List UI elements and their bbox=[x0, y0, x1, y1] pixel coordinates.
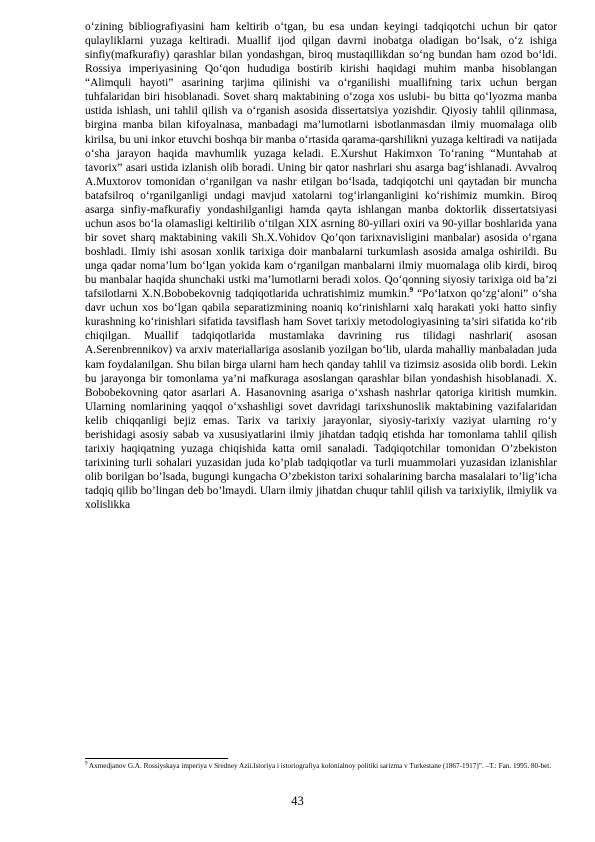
body-text-part-2: “Po‘latxon qo‘zg‘aloni” o‘sha davr uchun xos bo‘lgan qabila separatizmining noaniq ko‘rinishlarni xalq harakati yoki hatto sinfiy kurashning ko‘rinishlari sifatida tavsiflash ham Sovet tarixiy metodologiyasining ta’siri sifatida ko‘rib chiqilgan. Muallif tadqiqotlarida mustamlaka davrining rus tilidagi nashrlari( asosan A.Serenbrennikov) va arxiv materiallariga asoslanib yozilgan bo‘lib, ularda mahalliy manbaladan juda kam foydalanilgan. Shu bilan birga ularni ham hech qanday tahlil va tizimsiz asosida olib bordi. Lekin bu jarayonga bir tomonlama ya’ni mafkuraga asoslangan qarashlar bilan yondashish hisoblanadi. X. Bobobekovning qator asarlari A. Hasanovning asariga o‘xshash nashrlar qatoriga kiritish mumkin. Ularning nomlarining yaqqol o‘xshashligi sovet davridagi tarixshunoslik maktabining vazifalaridan kelib chiqqanligi bejiz emas. Tarix va tarixiy jarayonlar, siyosiy-tarixiy vaziyat ularning ro‘y berishidagi asosiy sabab va xususiyatlarini ilmiy jihatdan tadqiq etishda har tomonlama tahlil qilish tarixiy haqiqatning yuzaga chiqishida katta omil sanaladi. Tadqiqotchilar tomonidan O’zbekiston tarixining turli sohalari yuzasidan juda ko’plab tadqiqotlar va turli muammolari yuzasidan izlanishlar olib borilgan bo’lsada, bugungi kungacha O’zbekiston tarixi sohalarining barcha masalalari to’lig’icha tadqiq qilib bo’lingan deb bo’lmaydi. Ularn ilmiy jihatdan chuqur tahlil qilish va tarixiylik, ilmiylik va xolislikka bbox=[85, 288, 557, 512]
footnote-text: Axmedjanov G.A. Rossiyskaya imperiya v Sredney Azii.Istoriya i istoriografiya kolonialnoy politiki sarizma v Turkestane (1867-1917)”. –T.: Fan. 1995. 80-bet. bbox=[87, 762, 552, 770]
body-paragraph bbox=[85, 20, 557, 512]
footnote-divider bbox=[85, 758, 228, 759]
footnote-reference: 9 bbox=[409, 286, 414, 295]
page-number: 43 bbox=[291, 794, 304, 808]
body-text-part-1: o‘zining bibliografiyasini ham keltirib o‘tgan, bu esa undan keyingi tadqiqotchi uchun bir qator qulayliklarni yuzaga keltiradi. Muallif ijod qilgan davrni inobatga oladigan bo‘lsak, o‘z ishiga sinfiy(mafkurafiy) qarashlar bilan yondashgan, biroq mustaqillikdan so‘ng bundan ham ozod bo‘ldi. Rossiya imperiyasining Qo‘qon hududiga bostirib kirishi haqidagi muhim manba hisoblangan “Alimquli hayoti” asarining tarjima qilinishi va o‘rganilishi muallifning tarix uchun bergan tuhfalaridan biri hisoblanadi. Sovet sharq maktabining o‘zoga xos uslubi- bu bitta qo‘lyozma manba ustida ishlash, uni tahlil qilish va o‘rganish asosida dissertatsiya yozishdir. Qiyosiy tahlil qilinmasa, birgina manba bilan kifoyalnasa, manbadagi ma’lumotlarni isbotlanmasdan ilmiy muomalaga olib kirilsa, bu uni inkor etuvchi boshqa bir manba o‘rtasida qarama-qarshilikni yuzaga keltiradi va natijada o‘sha jarayon haqida mavhumlik yuzaga keladi. E.Xurshut Hakimxon To‘raning “Muntahab at tavorix” asari ustida izlanish olib boradi. Uning bir qator nashrlari shu asarga bag‘ishlanadi. Avvalroq A.Muxtorov tomonidan o‘rganilgan va nashr etilgan bo‘lsada, tadqiqotchi uni qaytadan bir muncha batafsilroq o‘rganilganligi undagi mavjud xatolarni tog‘irlanganligini ko‘rishimiz mumkin. Biroq asarga sinfiy-mafkurafiy yondashilganligi hamda qayta ishlangan manba doktorlik dissertatsiyasi uchun asos bo‘la olamasligi keltirilib o‘tilgan XIX asrning 80-yillari oxiri va 90-yillar boshlarida yana bir sovet sharq maktabining vakili Sh.X.Vohidov Qo’qon tarixnavisligini manbalar) asosida o‘rgana boshladi. Ilmiy ishi asosan xonlik tarixiga doir manbalarni turkumlash asosida amalga oshirildi. Bu unga qadar noma’lum bo‘lgan yokida kam o‘rganilgan manbalarni ilmiy muomalaga olib kirdi, biroq bu manbalar haqida shunchaki ustki ma’lumotlarni beradi xolos. Qo‘qonning siyosiy tarixiga oid ba’zi tafsilotlarni X.N.Bobobekovnig tadqiqotlarida uchratishimiz mumkin. bbox=[85, 21, 557, 301]
footnote bbox=[85, 761, 557, 772]
main-text-block bbox=[85, 20, 557, 512]
footnote-marker: 9 bbox=[85, 761, 88, 767]
